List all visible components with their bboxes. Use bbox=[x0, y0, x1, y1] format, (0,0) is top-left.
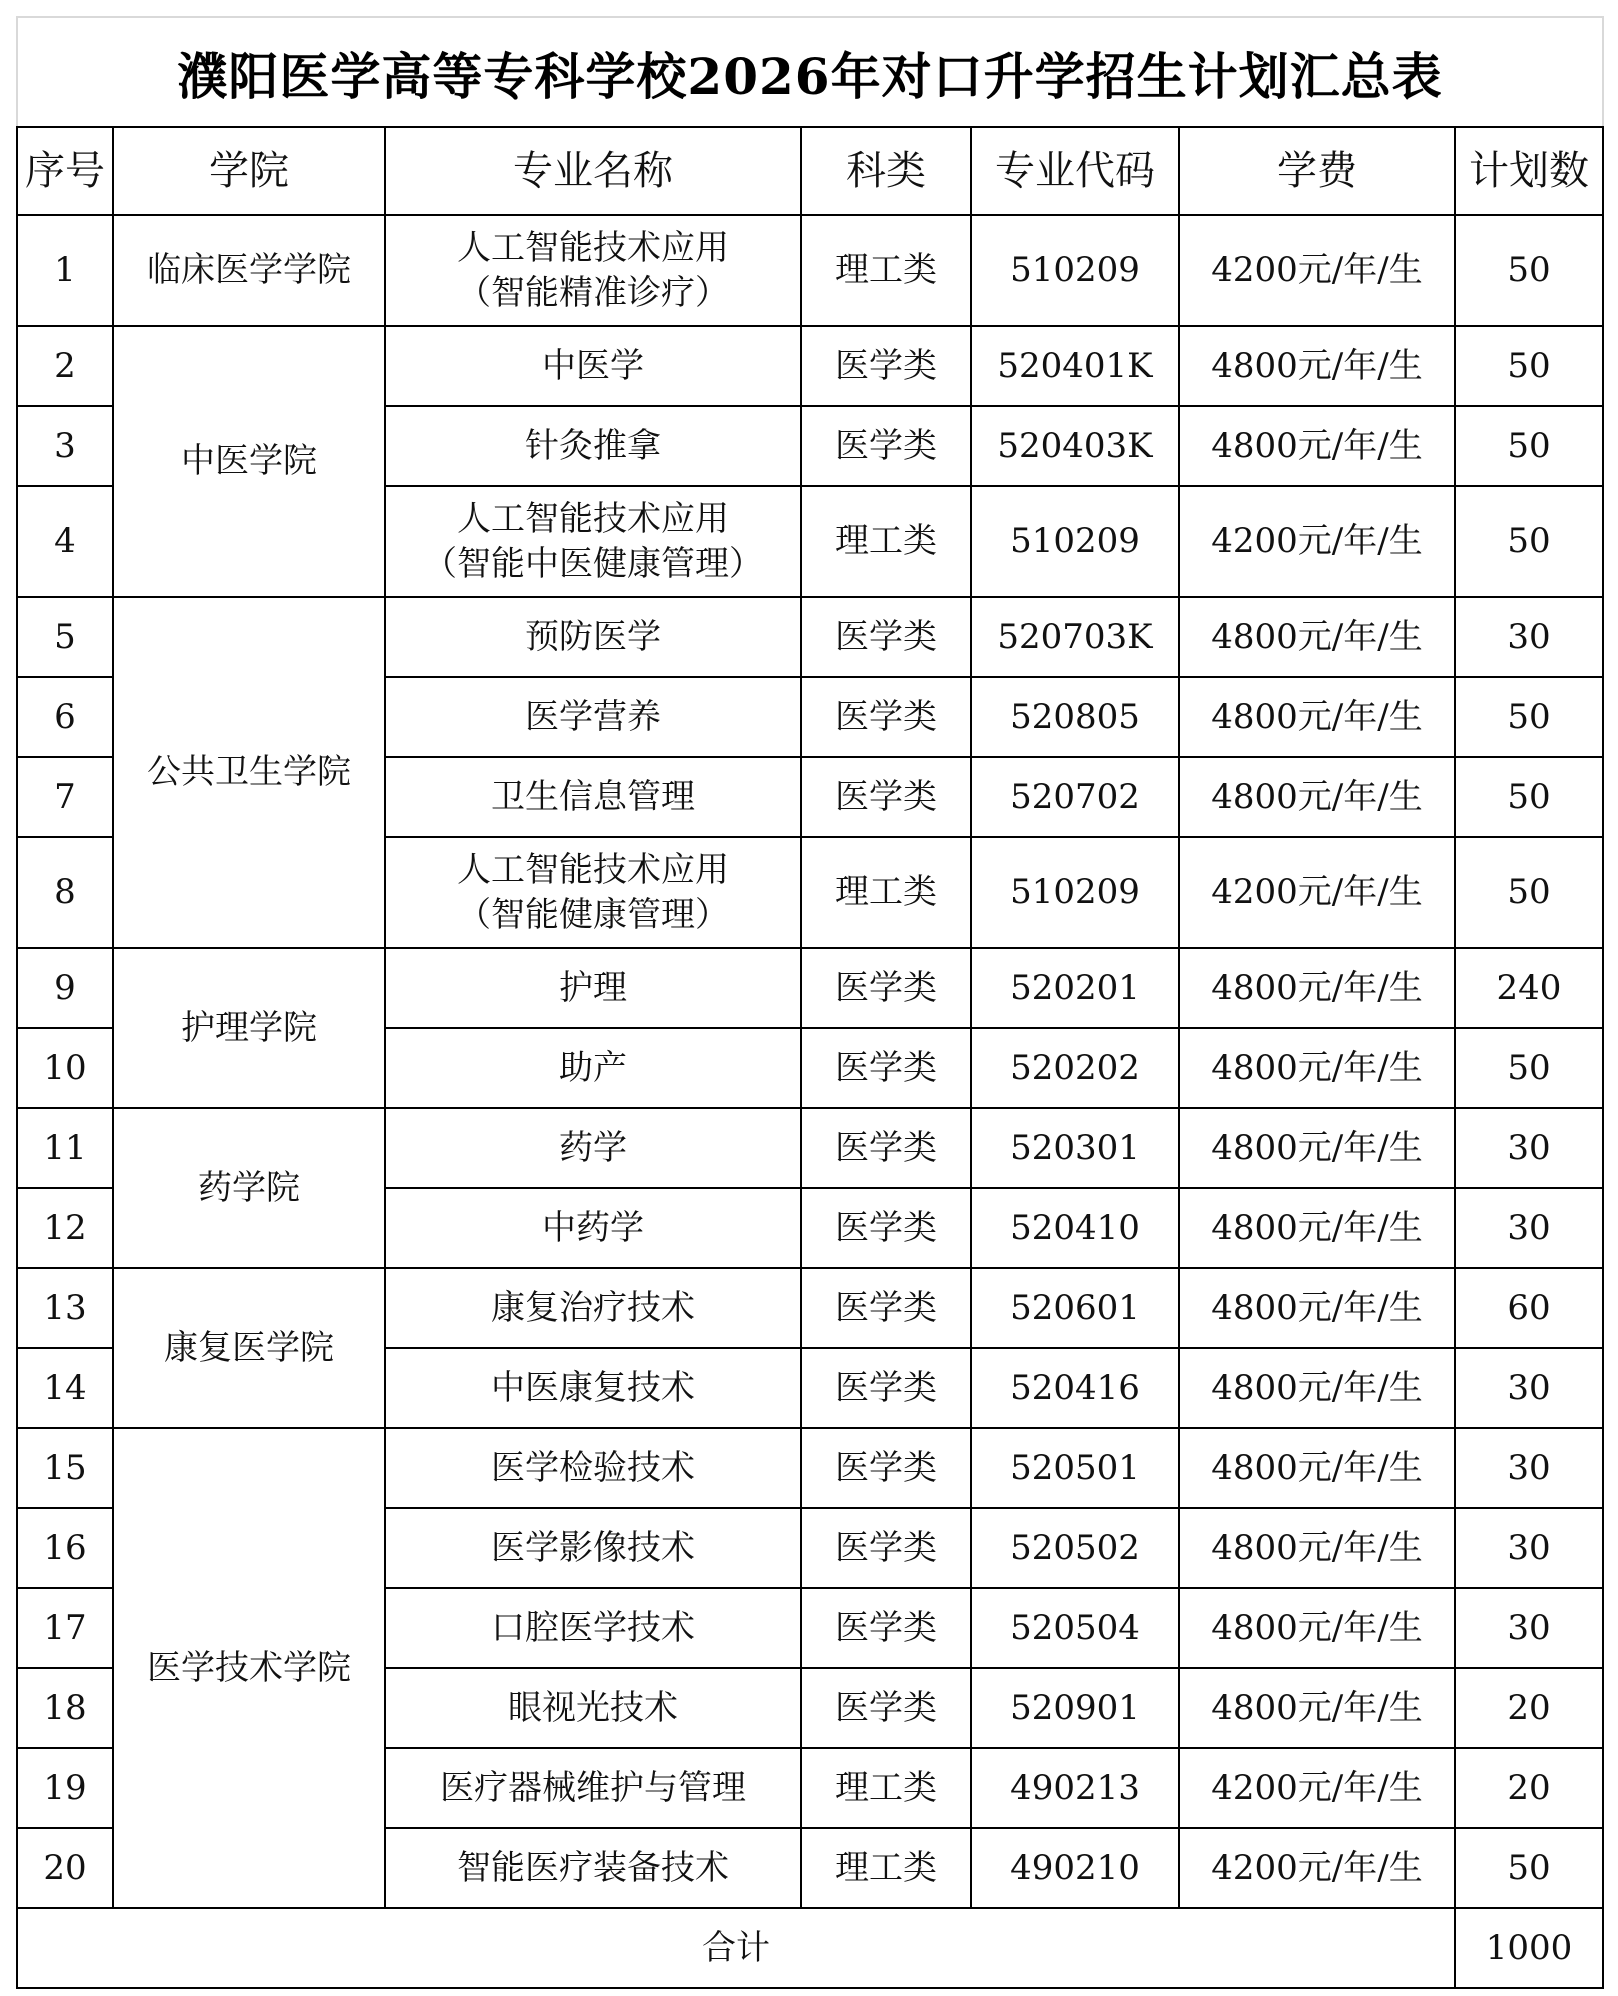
cell-category: 医学类 bbox=[801, 948, 971, 1028]
page-title: 濮阳医学高等专科学校2026年对口升学招生计划汇总表 bbox=[16, 16, 1604, 128]
cell-quota: 50 bbox=[1455, 486, 1603, 597]
cell-category: 医学类 bbox=[801, 757, 971, 837]
major-name: 人工智能技术应用 bbox=[457, 228, 729, 269]
cell-seq: 3 bbox=[17, 406, 113, 486]
cell-quota: 60 bbox=[1455, 1268, 1603, 1348]
cell-quota: 240 bbox=[1455, 948, 1603, 1028]
cell-category: 理工类 bbox=[801, 837, 971, 948]
cell-category: 医学类 bbox=[801, 1028, 971, 1108]
cell-code: 490210 bbox=[971, 1828, 1179, 1908]
major-direction: （智能健康管理） bbox=[457, 894, 729, 935]
cell-seq: 17 bbox=[17, 1588, 113, 1668]
cell-seq: 20 bbox=[17, 1828, 113, 1908]
cell-quota: 50 bbox=[1455, 1828, 1603, 1908]
cell-category: 医学类 bbox=[801, 1668, 971, 1748]
cell-fee: 4800元/年/生 bbox=[1179, 1588, 1455, 1668]
cell-fee: 4800元/年/生 bbox=[1179, 948, 1455, 1028]
cell-seq: 16 bbox=[17, 1508, 113, 1588]
cell-seq: 18 bbox=[17, 1668, 113, 1748]
cell-major: 针灸推拿 bbox=[385, 406, 801, 486]
cell-quota: 30 bbox=[1455, 1508, 1603, 1588]
cell-fee: 4800元/年/生 bbox=[1179, 757, 1455, 837]
cell-code: 510209 bbox=[971, 486, 1179, 597]
cell-seq: 9 bbox=[17, 948, 113, 1028]
cell-code: 520901 bbox=[971, 1668, 1179, 1748]
cell-fee: 4800元/年/生 bbox=[1179, 1188, 1455, 1268]
cell-college: 中医学院 bbox=[113, 326, 385, 597]
cell-category: 理工类 bbox=[801, 215, 971, 326]
cell-major bbox=[385, 486, 801, 597]
cell-code: 520201 bbox=[971, 948, 1179, 1028]
cell-code: 520301 bbox=[971, 1108, 1179, 1188]
total-value: 1000 bbox=[1455, 1908, 1603, 1988]
enrollment-plan-sheet bbox=[16, 16, 1602, 1980]
cell-quota: 30 bbox=[1455, 1348, 1603, 1428]
header-fee: 学费 bbox=[1179, 127, 1455, 215]
cell-fee: 4800元/年/生 bbox=[1179, 326, 1455, 406]
cell-quota: 50 bbox=[1455, 677, 1603, 757]
table-row bbox=[17, 1108, 1603, 1188]
cell-category: 医学类 bbox=[801, 326, 971, 406]
cell-quota: 50 bbox=[1455, 215, 1603, 326]
cell-college: 临床医学学院 bbox=[113, 215, 385, 326]
header-code: 专业代码 bbox=[971, 127, 1179, 215]
header-category: 科类 bbox=[801, 127, 971, 215]
cell-code: 520702 bbox=[971, 757, 1179, 837]
cell-quota: 30 bbox=[1455, 1588, 1603, 1668]
cell-code: 520504 bbox=[971, 1588, 1179, 1668]
cell-code: 520416 bbox=[971, 1348, 1179, 1428]
cell-code: 510209 bbox=[971, 215, 1179, 326]
cell-fee: 4800元/年/生 bbox=[1179, 1428, 1455, 1508]
cell-college: 康复医学院 bbox=[113, 1268, 385, 1428]
cell-seq: 19 bbox=[17, 1748, 113, 1828]
cell-seq: 14 bbox=[17, 1348, 113, 1428]
cell-major: 医疗器械维护与管理 bbox=[385, 1748, 801, 1828]
table-row bbox=[17, 1268, 1603, 1348]
cell-category: 医学类 bbox=[801, 1428, 971, 1508]
cell-fee: 4800元/年/生 bbox=[1179, 1508, 1455, 1588]
table-row bbox=[17, 597, 1603, 677]
cell-category: 医学类 bbox=[801, 1108, 971, 1188]
total-row bbox=[17, 1908, 1603, 1988]
cell-college: 医学技术学院 bbox=[113, 1428, 385, 1908]
cell-quota: 30 bbox=[1455, 1108, 1603, 1188]
cell-category: 医学类 bbox=[801, 677, 971, 757]
cell-seq: 8 bbox=[17, 837, 113, 948]
cell-major: 医学影像技术 bbox=[385, 1508, 801, 1588]
table-header-row bbox=[17, 127, 1603, 215]
cell-major bbox=[385, 837, 801, 948]
cell-category: 医学类 bbox=[801, 1268, 971, 1348]
cell-fee: 4200元/年/生 bbox=[1179, 1748, 1455, 1828]
cell-seq: 12 bbox=[17, 1188, 113, 1268]
cell-seq: 5 bbox=[17, 597, 113, 677]
cell-category: 医学类 bbox=[801, 597, 971, 677]
cell-fee: 4800元/年/生 bbox=[1179, 1668, 1455, 1748]
cell-fee: 4800元/年/生 bbox=[1179, 597, 1455, 677]
cell-major: 医学检验技术 bbox=[385, 1428, 801, 1508]
cell-fee: 4800元/年/生 bbox=[1179, 406, 1455, 486]
cell-fee: 4800元/年/生 bbox=[1179, 1348, 1455, 1428]
cell-code: 490213 bbox=[971, 1748, 1179, 1828]
cell-quota: 30 bbox=[1455, 1188, 1603, 1268]
cell-quota: 30 bbox=[1455, 597, 1603, 677]
cell-fee: 4800元/年/生 bbox=[1179, 1028, 1455, 1108]
header-quota: 计划数 bbox=[1455, 127, 1603, 215]
cell-code: 520502 bbox=[971, 1508, 1179, 1588]
cell-category: 医学类 bbox=[801, 1508, 971, 1588]
cell-category: 理工类 bbox=[801, 486, 971, 597]
header-college: 学院 bbox=[113, 127, 385, 215]
cell-major: 中药学 bbox=[385, 1188, 801, 1268]
cell-quota: 20 bbox=[1455, 1668, 1603, 1748]
cell-major bbox=[385, 215, 801, 326]
cell-fee: 4800元/年/生 bbox=[1179, 1268, 1455, 1348]
cell-category: 医学类 bbox=[801, 406, 971, 486]
cell-seq: 10 bbox=[17, 1028, 113, 1108]
table-row bbox=[17, 1428, 1603, 1508]
cell-category: 医学类 bbox=[801, 1348, 971, 1428]
cell-major: 药学 bbox=[385, 1108, 801, 1188]
cell-fee: 4200元/年/生 bbox=[1179, 1828, 1455, 1908]
cell-quota: 30 bbox=[1455, 1428, 1603, 1508]
cell-fee: 4200元/年/生 bbox=[1179, 486, 1455, 597]
cell-major: 中医康复技术 bbox=[385, 1348, 801, 1428]
cell-fee: 4200元/年/生 bbox=[1179, 215, 1455, 326]
cell-major: 眼视光技术 bbox=[385, 1668, 801, 1748]
cell-code: 520601 bbox=[971, 1268, 1179, 1348]
cell-code: 520703K bbox=[971, 597, 1179, 677]
cell-code: 520403K bbox=[971, 406, 1179, 486]
cell-category: 医学类 bbox=[801, 1188, 971, 1268]
major-direction: （智能精准诊疗） bbox=[457, 272, 729, 313]
cell-major: 卫生信息管理 bbox=[385, 757, 801, 837]
cell-seq: 4 bbox=[17, 486, 113, 597]
cell-major: 护理 bbox=[385, 948, 801, 1028]
cell-seq: 2 bbox=[17, 326, 113, 406]
header-major: 专业名称 bbox=[385, 127, 801, 215]
cell-category: 理工类 bbox=[801, 1748, 971, 1828]
cell-code: 520202 bbox=[971, 1028, 1179, 1108]
cell-seq: 15 bbox=[17, 1428, 113, 1508]
cell-seq: 13 bbox=[17, 1268, 113, 1348]
table-row bbox=[17, 215, 1603, 326]
cell-code: 520401K bbox=[971, 326, 1179, 406]
cell-major: 康复治疗技术 bbox=[385, 1268, 801, 1348]
cell-fee: 4200元/年/生 bbox=[1179, 837, 1455, 948]
cell-category: 理工类 bbox=[801, 1828, 971, 1908]
cell-major: 医学营养 bbox=[385, 677, 801, 757]
header-seq: 序号 bbox=[17, 127, 113, 215]
cell-fee: 4800元/年/生 bbox=[1179, 677, 1455, 757]
cell-seq: 7 bbox=[17, 757, 113, 837]
cell-college: 护理学院 bbox=[113, 948, 385, 1108]
major-name: 人工智能技术应用 bbox=[457, 850, 729, 891]
cell-college: 药学院 bbox=[113, 1108, 385, 1268]
cell-quota: 50 bbox=[1455, 1028, 1603, 1108]
cell-major: 智能医疗装备技术 bbox=[385, 1828, 801, 1908]
major-name: 人工智能技术应用 bbox=[457, 499, 729, 540]
cell-major: 中医学 bbox=[385, 326, 801, 406]
cell-quota: 50 bbox=[1455, 837, 1603, 948]
cell-code: 510209 bbox=[971, 837, 1179, 948]
major-direction: （智能中医健康管理） bbox=[423, 543, 763, 584]
cell-quota: 20 bbox=[1455, 1748, 1603, 1828]
table-row bbox=[17, 948, 1603, 1028]
cell-quota: 50 bbox=[1455, 757, 1603, 837]
cell-major: 预防医学 bbox=[385, 597, 801, 677]
cell-seq: 1 bbox=[17, 215, 113, 326]
table-row bbox=[17, 326, 1603, 406]
cell-fee: 4800元/年/生 bbox=[1179, 1108, 1455, 1188]
cell-major: 口腔医学技术 bbox=[385, 1588, 801, 1668]
cell-quota: 50 bbox=[1455, 326, 1603, 406]
cell-code: 520410 bbox=[971, 1188, 1179, 1268]
cell-seq: 6 bbox=[17, 677, 113, 757]
total-label: 合计 bbox=[17, 1908, 1455, 1988]
cell-category: 医学类 bbox=[801, 1588, 971, 1668]
cell-quota: 50 bbox=[1455, 406, 1603, 486]
cell-major: 助产 bbox=[385, 1028, 801, 1108]
enrollment-plan-table bbox=[16, 126, 1604, 1989]
cell-college: 公共卫生学院 bbox=[113, 597, 385, 948]
cell-code: 520805 bbox=[971, 677, 1179, 757]
cell-seq: 11 bbox=[17, 1108, 113, 1188]
cell-code: 520501 bbox=[971, 1428, 1179, 1508]
